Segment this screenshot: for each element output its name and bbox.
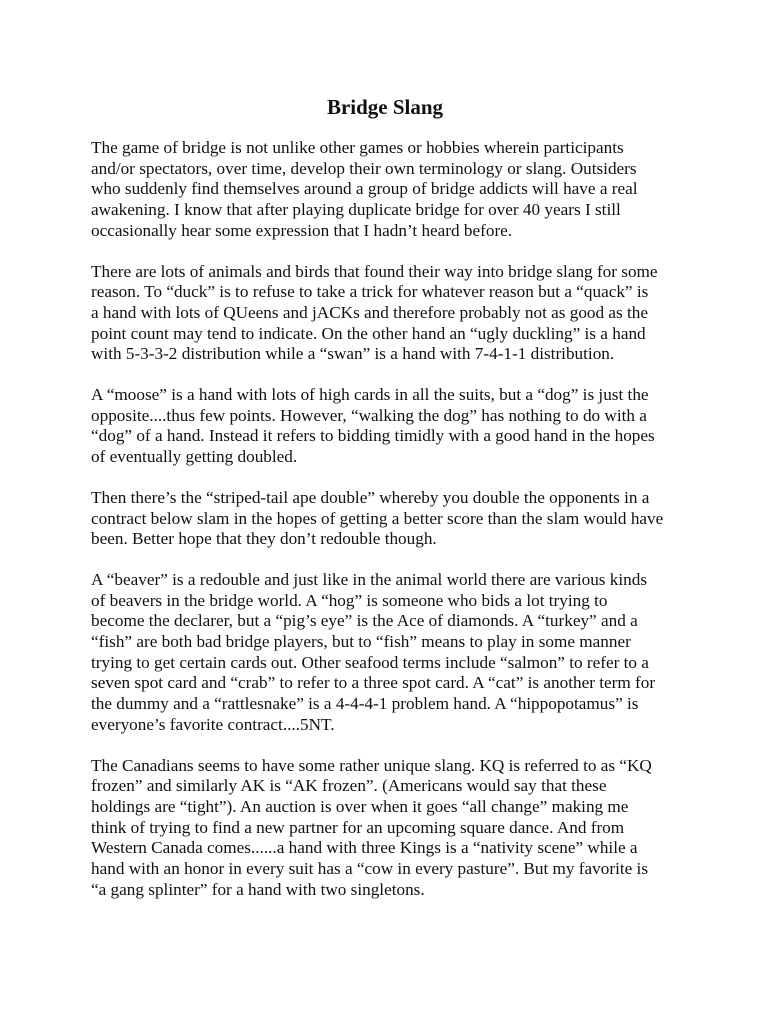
text-line: “a gang splinter” for a hand with two singletons. bbox=[91, 879, 425, 899]
text-line: opposite....thus few points. However, “walking the dog” has nothing to do with a bbox=[91, 405, 647, 425]
paragraph-ape-double bbox=[91, 488, 681, 550]
text-line: trying to get certain cards out. Other seafood terms include “salmon” to refer to a bbox=[91, 652, 649, 672]
text-line: The game of bridge is not unlike other games or hobbies wherein participants bbox=[91, 138, 624, 157]
page-title: Bridge Slang bbox=[326, 95, 444, 119]
text-line: of beavers in the bridge world. A “hog” is someone who bids a lot trying to bbox=[91, 590, 608, 610]
text-line: everyone’s favorite contract....5NT. bbox=[91, 714, 335, 734]
text-line: hand with an honor in every suit has a “cow in every pasture”. But my favorite is bbox=[91, 859, 649, 879]
text-line: the dummy and a “rattlesnake” is a 4-4-4-1 problem hand. A “hippopotamus” is bbox=[91, 694, 639, 714]
paragraph-moose bbox=[91, 385, 681, 468]
text-line: “dog” of a hand. Instead it refers to bidding timidly with a good hand in the hopes bbox=[91, 426, 655, 446]
text-line: occasionally hear some expression that I hadn’t heard before. bbox=[91, 220, 513, 240]
text-line: A “moose” is a hand with lots of high cards in all the suits, but a “dog” is just the bbox=[91, 385, 649, 405]
text-line: been. Better hope that they don’t redouble though. bbox=[91, 529, 437, 549]
text-line: think of trying to find a new partner for an upcoming square dance. And from bbox=[91, 817, 625, 837]
text-line: “fish” are both bad bridge players, but to “fish” means to play in some manner bbox=[91, 632, 631, 652]
text-line: The Canadians seems to have some rather unique slang. KQ is referred to as “KQ bbox=[91, 755, 652, 775]
text-line: point count may tend to indicate. On the other hand an “ugly duckling” is a hand bbox=[91, 323, 646, 343]
text-line: frozen” and similarly AK is “AK frozen”. (Americans would say that these bbox=[91, 776, 607, 796]
text-line: awakening. I know that after playing duplicate bridge for over 40 years I still bbox=[91, 200, 621, 220]
text-line: who suddenly find themselves around a group of bridge addicts will have a real bbox=[91, 179, 638, 199]
text-line: Then there’s the “striped-tail ape double” whereby you double the opponents in a bbox=[91, 487, 650, 507]
text-line: reason. To “duck” is to refuse to take a trick for whatever reason but a “quack” is bbox=[91, 282, 649, 302]
text-line: a hand with lots of QUeens and jACKs and therefore probably not as good as the bbox=[91, 302, 649, 322]
text-line: of eventually getting doubled. bbox=[91, 447, 298, 467]
text-line: become the declarer, but a “pig’s eye” is the Ace of diamonds. A “turkey” and a bbox=[91, 611, 638, 631]
paragraph-intro bbox=[91, 138, 681, 242]
text-line: holdings are “tight”). An auction is over when it goes “all change” making me bbox=[91, 796, 629, 816]
text-line: Western Canada comes......a hand with three Kings is a “nativity scene” while a bbox=[91, 838, 638, 858]
text-line: and/or spectators, over time, develop their own terminology or slang. Outsiders bbox=[91, 158, 637, 178]
text-line: A “beaver” is a redouble and just like in the animal world there are various kinds bbox=[91, 569, 648, 589]
document-body bbox=[91, 138, 681, 921]
text-line: seven spot card and “crab” to refer to a three spot card. A “cat” is another term for bbox=[91, 673, 656, 693]
text-line: with 5-3-3-2 distribution while a “swan” is a hand with 7-4-1-1 distribution. bbox=[91, 344, 615, 364]
text-line: contract below slam in the hopes of getting a better score than the slam would have bbox=[91, 508, 664, 528]
paragraph-animals bbox=[91, 262, 681, 366]
paragraph-canadians bbox=[91, 756, 681, 901]
text-line: There are lots of animals and birds that found their way into bridge slang for some bbox=[91, 261, 658, 281]
paragraph-beaver bbox=[91, 570, 681, 736]
